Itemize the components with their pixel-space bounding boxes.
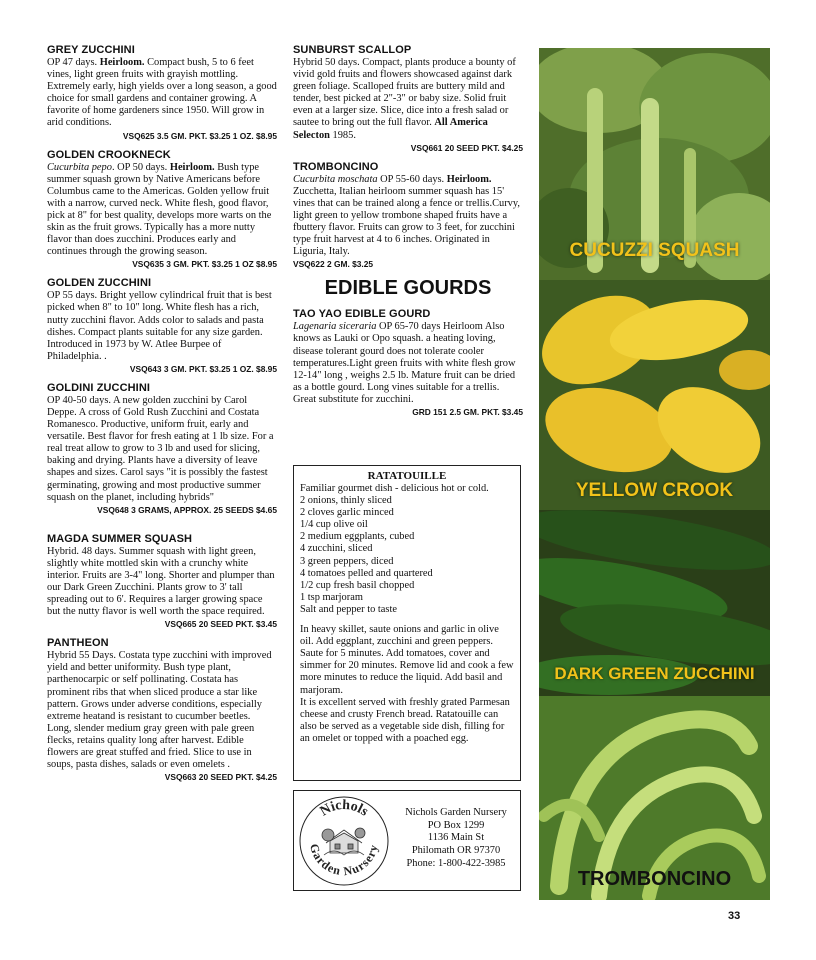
photo-tromboncino [539, 696, 770, 900]
catalog-entry [47, 637, 277, 782]
entry-title: PANTHEON [47, 637, 109, 650]
entry-title: MAGDA SUMMER SQUASH [47, 532, 193, 545]
photo-label-yellow-crook: YELLOW CROOK [575, 480, 734, 501]
address-line: 1136 Main St [427, 832, 485, 844]
nursery-seal-icon [298, 795, 390, 887]
nursery-box [293, 790, 521, 891]
svg-text:Garden Nursery: Garden Nursery [306, 842, 381, 879]
recipe-ingredient: Salt and pepper to taste [300, 603, 397, 615]
entry-order-info: GRD 151 2.5 GM. PKT. $3.45 [412, 406, 523, 417]
entry-order-info: VSQ648 3 GRAMS, APPROX. 25 SEEDS $4.65 [97, 504, 277, 515]
entry-title: GOLDEN ZUCCHINI [47, 277, 152, 290]
entry-order-info: VSQ622 2 GM. $3.25 [293, 259, 374, 270]
catalog-entry [293, 308, 523, 417]
recipe-ingredient: Familiar gourmet dish - delicious hot or cold. [300, 483, 489, 494]
recipe-ingredient: 2 medium eggplants, cubed [300, 531, 415, 543]
photo-label-cucuzzi: CUCUZZI SQUASH [569, 240, 740, 261]
squash-entries [293, 44, 523, 269]
entry-title: GOLDINI ZUCCHINI [47, 381, 151, 394]
entry-title: GREY ZUCCHINI [47, 44, 135, 56]
recipe-ingredient: 2 cloves garlic minced [300, 507, 394, 519]
entry-description: Hybrid. 48 days. Summer squash with light green, slightly white mottled skin with a crunchy white interior. Fruits are 3-4" long. Shorter and plumper than our Dark Green Zucchini. Plants grow to 3' tall spreading out to 6'. Requires a larger growing space but the nutty flavor is well worth the space required. [47, 545, 275, 618]
entry-title: GOLDEN CROOKNECK [47, 148, 171, 161]
photo-cucuzzi [539, 48, 770, 280]
catalog-entry [293, 161, 523, 270]
recipe-ingredient: 4 zucchini, sliced [300, 543, 373, 555]
recipe-method: In heavy skillet, saute onions and garlic in olive oil. Add eggplant, zucchini and green peppers. Saute for 5 minutes. Add tomatoes, cover and simmer for 20 minutes. Remove lid and cook a few more minutes to reduce the liquid. Add basil and marjoram. [300, 624, 514, 696]
catalog-entry [47, 44, 277, 141]
catalog-entry [293, 44, 523, 153]
entry-description: Cucurbita pepo. OP 50 days. Heirloom. Bush type summer squash grown by Native Americans before Columbus came to the Americas. Golden yellow fruit with a narrow, curved neck. White flesh, good flavor, pick at 8" for best quality, develops more warts on the skin as the fruit grows. Typically has a more nutty flavor than does zucchini. Produces early and continues through the growing season. [47, 161, 272, 258]
catalog-entry [47, 277, 277, 374]
recipe-box [293, 465, 521, 781]
address-line: Phone: 1-800-422-3985 [406, 857, 506, 869]
photo-label-tromboncino: TROMBONCINO [577, 868, 732, 890]
recipe-title: RATATOUILLE [367, 470, 447, 482]
entry-description: Hybrid 50 days. Compact, plants produce a bounty of vivid gold fruits and flowers showcased against dark green foliage. Scalloped fruits are buttery mild and tender, best picked at 2"-3" or baby size. Solid fruit even at a larger size. Slice, dice into a fresh salad or sautee to bring out the full flavor. All America Selecton 1985. [293, 57, 516, 141]
address-line: Philomath OR 97370 [411, 845, 501, 857]
middle-column [293, 44, 523, 425]
photo-column [539, 48, 770, 900]
page-number: 33 [728, 910, 741, 922]
entry-order-info: VSQ635 3 GM. PKT. $3.25 1 OZ $8.95 [132, 259, 277, 270]
left-column [47, 44, 277, 790]
entry-order-info: VSQ643 3 GM. PKT. $3.25 1 OZ. $8.95 [129, 363, 277, 374]
address-line: Nichols Garden Nursery [405, 807, 507, 818]
recipe-ingredient: 4 tomatoes pelled and quartered [300, 567, 433, 579]
recipe-ingredient: 3 green peppers, diced [300, 555, 394, 567]
nursery-logo [298, 795, 390, 887]
gourd-entries [293, 308, 523, 417]
entry-order-info: VSQ663 20 SEED PKT. $4.25 [164, 772, 277, 783]
section-heading: EDIBLE GOURDS [324, 277, 492, 300]
address-line: PO Box 1299 [427, 819, 485, 831]
entry-description: OP 40-50 days. A new golden zucchini by Carol Deppe. A cross of Gold Rush Zucchini and Costata Romanesco. Productive, uniform fruit, early and versatile. Best flavor for fresh eating at 1 lb size. For a real treat allow to grow to 3 lb and used for slicing, baking and drying. Plants have a diversity of leave shapes and sizes. Carol says "it is possibly the fastest germinating, growing and most productive summer squash on the planet, including hybrids" [47, 394, 274, 503]
recipe-ingredient: 1 tsp marjoram [300, 591, 363, 603]
entry-description: OP 47 days. Heirloom. Compact bush, 5 to 6 feet vines, light green fruits with grayish mottling. Extremely early, high yields over a long season, a good choice for small gardens and container growing. A favorite of home gardeners since 1950. Will grow in arid conditions. [47, 57, 277, 129]
entry-description: OP 55 days. Bright yellow cylindrical fruit that is best picked when 8" to 10" long. White flesh has a rich, nutty zucchini flavor. Adds color to salads and pasta dishes. Compact plants suitable for any size garden. Introduced in 1973 by W. Atlee Burpee of Philadelphia. . [47, 290, 272, 362]
recipe-serving: It is excellent served with freshly grated Parmesan cheese and crusty French bread. Ratatouille can also be served as a vegetable side dish, filling for an omelet or topped with a poached egg. [300, 696, 510, 744]
recipe-ingredient: 2 onions, thinly sliced [300, 495, 392, 507]
recipe-ingredient: 1/2 cup fresh basil chopped [300, 579, 415, 591]
catalog-entry [47, 382, 277, 515]
nursery-address [394, 807, 518, 871]
entry-order-info: VSQ665 20 SEED PKT. $3.45 [164, 619, 277, 630]
recipe-ingredients [300, 483, 514, 616]
entry-description: Cucurbita moschata OP 55-60 days. Heirloom. Zucchetta, Italian heirloom summer squash has 15' vines that can be trained along a fence or trellis.Curvy, light green to yellow trombone shaped fruits have a fbuttery flavor. Fruits can grow to 3 feet, for zucchini type fruit harvest at 4 to 6 inches. Originated in Liguria, Italy. [293, 173, 520, 258]
entry-title: SUNBURST SCALLOP [293, 44, 412, 56]
catalog-entry [47, 149, 277, 270]
svg-text:Nichols: Nichols [317, 797, 371, 820]
entry-title: TROMBONCINO [293, 160, 379, 173]
photo-dark-green-zucchini [539, 510, 770, 696]
entry-description: Hybrid 55 Days. Costata type zucchini with improved yield and better uniformity. Bush type plant, parthenocarpic or self pollinating. Costata has prominent ribs that when sliced produce a star like pattern. Grows under adverse conditions, especially extreme heatand is resistant to cucumber beetles. Long, slender medium gray green with pale green flecks, retains quality long after harvest. Edible flowers are great stuffed and fried. Slice to use in soups, pasta dishes, salads or even omelets . [47, 650, 272, 771]
recipe-ingredient: 1/4 cup olive oil [300, 519, 368, 531]
entry-order-info: VSQ625 3.5 GM. PKT. $3.25 1 OZ. $8.95 [122, 130, 277, 141]
entry-order-info: VSQ661 20 SEED PKT. $4.25 [410, 142, 523, 153]
photo-yellow-crook [539, 280, 770, 510]
entry-title: TAO YAO EDIBLE GOURD [293, 308, 431, 321]
photo-label-dark-green-zucchini: DARK GREEN ZUCCHINI [554, 664, 755, 683]
catalog-entry [47, 533, 277, 630]
entry-description: Lagenaria siceraria OP 65-70 days Heirloom Also knows as Lauki or Opo squash. a heating loving, disease tolerant gourd does not tolerate cooler temperatures.Light green fruits with white flesh grow 12-14" long , weighs 2.5 lb. Mature fruit can be dried as a bottle gourd. Long vines suitable for a trellis. Great substitute for zucchini. [293, 321, 516, 405]
